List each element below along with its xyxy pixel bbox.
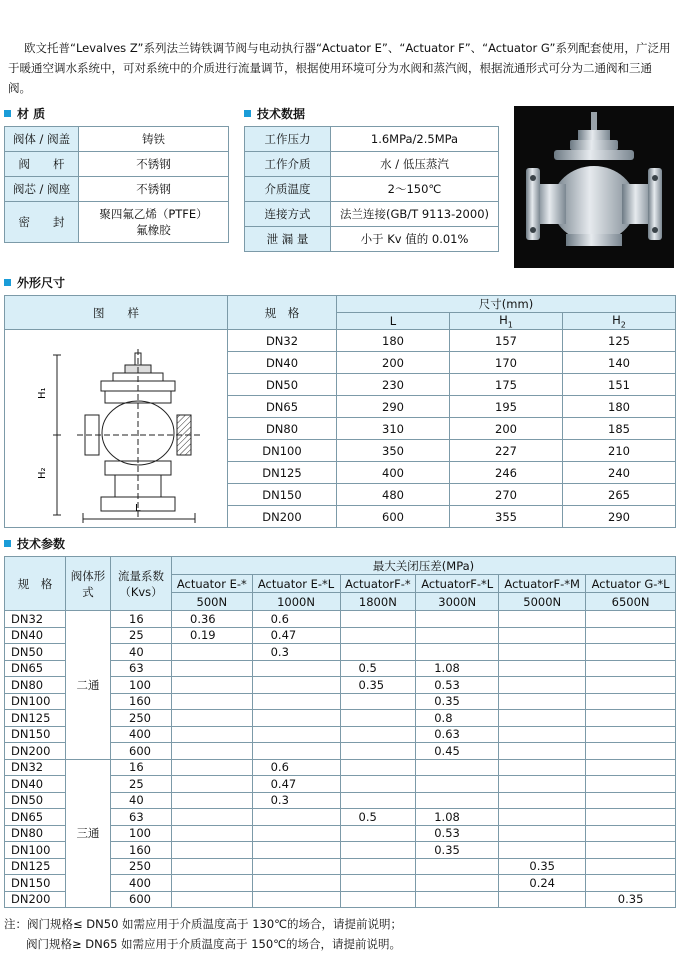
- param-value: [172, 644, 253, 661]
- param-value: 0.8: [416, 710, 499, 727]
- dim-dn: DN100: [228, 440, 337, 462]
- section-marker-icon: [244, 110, 251, 117]
- mat-value: 不锈钢: [79, 152, 229, 177]
- notes: [4, 914, 674, 954]
- param-value: [499, 693, 586, 710]
- param-dn: DN65: [5, 809, 66, 826]
- param-value: [172, 677, 253, 694]
- dim-l: 400: [337, 462, 450, 484]
- param-value: [416, 875, 499, 892]
- param-value: 0.47: [252, 627, 340, 644]
- section-dimensions: [4, 275, 65, 291]
- drawing-label-l: L: [135, 502, 141, 514]
- param-value: 0.5: [340, 809, 416, 826]
- param-value: [340, 875, 416, 892]
- param-value: [586, 644, 676, 661]
- param-value: 0.35: [499, 858, 586, 875]
- param-value: [172, 759, 253, 776]
- tech-value: 1.6MPa/2.5MPa: [331, 127, 499, 152]
- mat-value: 不锈钢: [79, 177, 229, 202]
- dim-h1: 246: [450, 462, 563, 484]
- param-value: [499, 677, 586, 694]
- param-value: 0.3: [252, 792, 340, 809]
- param-value: [340, 627, 416, 644]
- section-title: 技术参数: [17, 537, 66, 551]
- param-value: [416, 644, 499, 661]
- param-value: [499, 759, 586, 776]
- param-value: [340, 776, 416, 793]
- param-kvs: 160: [111, 693, 172, 710]
- param-dn: DN100: [5, 693, 66, 710]
- dim-dn: DN65: [228, 396, 337, 418]
- param-kvs: 63: [111, 660, 172, 677]
- param-value: [172, 726, 253, 743]
- dim-h2: 140: [563, 352, 676, 374]
- dim-h2: 180: [563, 396, 676, 418]
- header-actuator: Actuator G-*L: [586, 575, 676, 593]
- param-value: [252, 726, 340, 743]
- param-value: 0.53: [416, 677, 499, 694]
- param-value: [586, 726, 676, 743]
- param-kvs: 100: [111, 825, 172, 842]
- section-marker-icon: [4, 110, 11, 117]
- param-kvs: 25: [111, 776, 172, 793]
- tech-label: 工作介质: [245, 152, 331, 177]
- dim-dn: DN125: [228, 462, 337, 484]
- dim-h1: 170: [450, 352, 563, 374]
- param-value: 1.08: [416, 660, 499, 677]
- param-value: [416, 627, 499, 644]
- param-value: [252, 710, 340, 727]
- param-value: [586, 677, 676, 694]
- header-actuator: ActuatorF-*: [340, 575, 416, 593]
- param-value: [499, 660, 586, 677]
- param-value: 0.63: [416, 726, 499, 743]
- header-force: 6500N: [586, 593, 676, 611]
- param-value: [499, 891, 586, 908]
- param-value: [586, 825, 676, 842]
- intro-paragraph: 欧文托普“Levalves Z”系列法兰铸铁调节阀与电动执行器“Actuator E”、“Actuator F”、“Actuator G”系列配套使用，广泛用于暖通空调水系统中，可对系统中的介质进行流量调节，根据使用环境可分为水阀和蒸汽阀，根据流通形式可分为二通阀和三通阀。: [8, 41, 671, 95]
- param-value: 0.35: [416, 842, 499, 859]
- tech-label: 介质温度: [245, 177, 331, 202]
- param-value: 0.24: [499, 875, 586, 892]
- valve-drawing-icon: [5, 335, 225, 523]
- param-value: [586, 776, 676, 793]
- param-value: [586, 710, 676, 727]
- param-value: [172, 693, 253, 710]
- param-value: 1.08: [416, 809, 499, 826]
- param-value: [416, 891, 499, 908]
- tech-value: 小于 Kv 值的 0.01%: [331, 227, 499, 252]
- param-dn: DN32: [5, 759, 66, 776]
- param-value: [499, 842, 586, 859]
- dim-l: 600: [337, 506, 450, 528]
- section-title: 外形尺寸: [17, 276, 66, 290]
- param-value: [172, 858, 253, 875]
- param-kvs: 400: [111, 875, 172, 892]
- param-kvs: 250: [111, 858, 172, 875]
- param-kvs: 400: [111, 726, 172, 743]
- param-value: [340, 611, 416, 628]
- param-value: [340, 891, 416, 908]
- param-value: [586, 875, 676, 892]
- param-value: [252, 677, 340, 694]
- param-value: [172, 792, 253, 809]
- dim-h2: 210: [563, 440, 676, 462]
- header-h2-sub: 2: [620, 320, 626, 330]
- materials-table: [4, 126, 229, 243]
- param-value: [340, 792, 416, 809]
- mat-label: 阀 杆: [5, 152, 79, 177]
- mat-value-line2: 氟橡胶: [136, 223, 171, 237]
- param-value: [340, 743, 416, 760]
- param-dn: DN200: [5, 743, 66, 760]
- dim-l: 310: [337, 418, 450, 440]
- param-form: 二通: [66, 611, 111, 760]
- dim-dn: DN32: [228, 330, 337, 352]
- header-kvs: 流量系数（Kvs）: [111, 557, 172, 611]
- header-size: 尺寸(mm): [337, 296, 676, 313]
- param-dn: DN80: [5, 677, 66, 694]
- dim-l: 290: [337, 396, 450, 418]
- param-kvs: 40: [111, 644, 172, 661]
- param-value: [586, 858, 676, 875]
- section-materials: [4, 106, 45, 122]
- mat-value-line1: 聚四氟乙烯（PTFE）: [99, 207, 208, 221]
- param-dn: DN200: [5, 891, 66, 908]
- dim-dn: DN80: [228, 418, 337, 440]
- valve-drawing-cell: [5, 330, 228, 528]
- header-l: L: [337, 313, 450, 330]
- param-dn: DN50: [5, 792, 66, 809]
- param-dn: DN125: [5, 710, 66, 727]
- param-value: [252, 693, 340, 710]
- header-force: 1800N: [340, 593, 416, 611]
- param-dn: DN65: [5, 660, 66, 677]
- param-value: [172, 660, 253, 677]
- param-value: [499, 627, 586, 644]
- dim-h2: 240: [563, 462, 676, 484]
- section-title: 技术数据: [257, 107, 306, 121]
- param-kvs: 63: [111, 809, 172, 826]
- header-actuator: Actuator E-*: [172, 575, 253, 593]
- valve-photo: [514, 106, 674, 268]
- param-value: [340, 825, 416, 842]
- tech-value: 2～150℃: [331, 177, 499, 202]
- drawing-label-h1: H₁: [37, 387, 48, 399]
- param-value: [499, 792, 586, 809]
- tech-label: 工作压力: [245, 127, 331, 152]
- param-value: [586, 792, 676, 809]
- dim-h2: 185: [563, 418, 676, 440]
- param-value: [499, 743, 586, 760]
- param-value: [172, 891, 253, 908]
- param-value: [172, 809, 253, 826]
- dim-h1: 200: [450, 418, 563, 440]
- param-value: [172, 875, 253, 892]
- param-value: 0.35: [586, 891, 676, 908]
- param-value: [252, 891, 340, 908]
- mat-value: [79, 202, 229, 243]
- dim-l: 350: [337, 440, 450, 462]
- dim-h1: 157: [450, 330, 563, 352]
- dim-h2: 151: [563, 374, 676, 396]
- header-h2: [563, 313, 676, 330]
- param-kvs: 160: [111, 842, 172, 859]
- param-value: 0.6: [252, 611, 340, 628]
- param-value: [416, 858, 499, 875]
- param-value: 0.45: [416, 743, 499, 760]
- param-value: [252, 858, 340, 875]
- param-value: [252, 842, 340, 859]
- tech-value: 法兰连接(GB/T 9113-2000): [331, 202, 499, 227]
- param-value: [499, 809, 586, 826]
- param-dn: DN100: [5, 842, 66, 859]
- header-h1: [450, 313, 563, 330]
- header-force: 5000N: [499, 593, 586, 611]
- header-h1-text: H: [499, 313, 508, 327]
- header-spec: 规 格: [228, 296, 337, 330]
- param-value: [252, 875, 340, 892]
- param-dn: DN80: [5, 825, 66, 842]
- param-value: [586, 660, 676, 677]
- param-value: 0.36: [172, 611, 253, 628]
- dimensions-table: [4, 295, 676, 528]
- param-value: [172, 776, 253, 793]
- header-h1-sub: 1: [507, 320, 513, 330]
- param-value: [252, 825, 340, 842]
- param-value: 0.53: [416, 825, 499, 842]
- param-form: 三通: [66, 759, 111, 908]
- param-value: [340, 726, 416, 743]
- param-kvs: 600: [111, 891, 172, 908]
- dim-h1: 195: [450, 396, 563, 418]
- dim-dn: DN150: [228, 484, 337, 506]
- param-value: [586, 809, 676, 826]
- param-value: [499, 644, 586, 661]
- tech-label: 连接方式: [245, 202, 331, 227]
- drawing-label-h2: H₂: [37, 467, 48, 479]
- param-value: [586, 693, 676, 710]
- param-value: [586, 611, 676, 628]
- header-force: 500N: [172, 593, 253, 611]
- param-value: 0.35: [416, 693, 499, 710]
- param-value: [340, 644, 416, 661]
- param-value: 0.19: [172, 627, 253, 644]
- param-value: [416, 759, 499, 776]
- param-row: [5, 611, 676, 628]
- param-dn: DN50: [5, 644, 66, 661]
- param-kvs: 250: [111, 710, 172, 727]
- mat-label: 密 封: [5, 202, 79, 243]
- param-value: [172, 825, 253, 842]
- param-value: [252, 809, 340, 826]
- param-value: [172, 710, 253, 727]
- param-value: [252, 660, 340, 677]
- dim-dn: DN200: [228, 506, 337, 528]
- param-value: [586, 759, 676, 776]
- param-kvs: 40: [111, 792, 172, 809]
- dim-l: 200: [337, 352, 450, 374]
- dim-h1: 175: [450, 374, 563, 396]
- header-actuator: Actuator E-*L: [252, 575, 340, 593]
- param-value: [416, 611, 499, 628]
- param-value: [499, 726, 586, 743]
- param-value: [499, 710, 586, 727]
- param-value: [586, 842, 676, 859]
- tech-value: 水 / 低压蒸汽: [331, 152, 499, 177]
- dim-l: 180: [337, 330, 450, 352]
- dim-h1: 270: [450, 484, 563, 506]
- param-value: [499, 825, 586, 842]
- param-value: [172, 842, 253, 859]
- dim-h1: 355: [450, 506, 563, 528]
- section-tech-data: [244, 106, 305, 122]
- tech-label: 泄 漏 量: [245, 227, 331, 252]
- param-value: [586, 627, 676, 644]
- dim-h1: 227: [450, 440, 563, 462]
- header-max-pressure: 最大关闭压差(MPa): [172, 557, 676, 575]
- valve-photo-icon: [514, 106, 674, 268]
- param-row: [5, 759, 676, 776]
- section-marker-icon: [4, 279, 11, 286]
- param-value: [340, 842, 416, 859]
- param-dn: DN125: [5, 858, 66, 875]
- param-kvs: 16: [111, 611, 172, 628]
- header-spec: 规 格: [5, 557, 66, 611]
- param-kvs: 16: [111, 759, 172, 776]
- param-value: [340, 693, 416, 710]
- param-value: [499, 611, 586, 628]
- param-kvs: 100: [111, 677, 172, 694]
- header-form: 阀体形式: [66, 557, 111, 611]
- dim-dn: DN40: [228, 352, 337, 374]
- param-value: [499, 776, 586, 793]
- param-kvs: 25: [111, 627, 172, 644]
- param-dn: DN40: [5, 776, 66, 793]
- note-line-2: 阀门规格≥ DN65 如需应用于介质温度高于 150℃的场合，请提前说明。: [26, 937, 402, 951]
- param-value: [586, 743, 676, 760]
- section-marker-icon: [4, 540, 11, 547]
- mat-value: 铸铁: [79, 127, 229, 152]
- param-value: [172, 743, 253, 760]
- param-value: 0.35: [340, 677, 416, 694]
- param-dn: DN150: [5, 726, 66, 743]
- section-title: 材 质: [17, 107, 46, 121]
- param-value: [340, 858, 416, 875]
- param-dn: DN40: [5, 627, 66, 644]
- header-drawing: 图 样: [5, 296, 228, 330]
- param-value: [416, 776, 499, 793]
- header-actuator: ActuatorF-*M: [499, 575, 586, 593]
- header-force: 3000N: [416, 593, 499, 611]
- param-value: 0.3: [252, 644, 340, 661]
- section-tech-params: [4, 536, 65, 552]
- dim-h2: 265: [563, 484, 676, 506]
- dim-l: 230: [337, 374, 450, 396]
- param-value: 0.6: [252, 759, 340, 776]
- header-h2-text: H: [612, 313, 621, 327]
- param-dn: DN150: [5, 875, 66, 892]
- param-dn: DN32: [5, 611, 66, 628]
- mat-label: 阀体 / 阀盖: [5, 127, 79, 152]
- mat-label: 阀芯 / 阀座: [5, 177, 79, 202]
- dim-l: 480: [337, 484, 450, 506]
- note-line-1: 注：阀门规格≤ DN50 如需应用于介质温度高于 130℃的场合，请提前说明；: [4, 917, 403, 931]
- header-actuator: ActuatorF-*L: [416, 575, 499, 593]
- dim-h2: 290: [563, 506, 676, 528]
- header-force: 1000N: [252, 593, 340, 611]
- tech-params-table: [4, 556, 676, 908]
- dim-dn: DN50: [228, 374, 337, 396]
- param-value: [252, 743, 340, 760]
- param-value: 0.5: [340, 660, 416, 677]
- param-kvs: 600: [111, 743, 172, 760]
- tech-data-table: [244, 126, 499, 252]
- param-value: [340, 710, 416, 727]
- param-value: [416, 792, 499, 809]
- param-value: 0.47: [252, 776, 340, 793]
- param-value: [340, 759, 416, 776]
- dim-h2: 125: [563, 330, 676, 352]
